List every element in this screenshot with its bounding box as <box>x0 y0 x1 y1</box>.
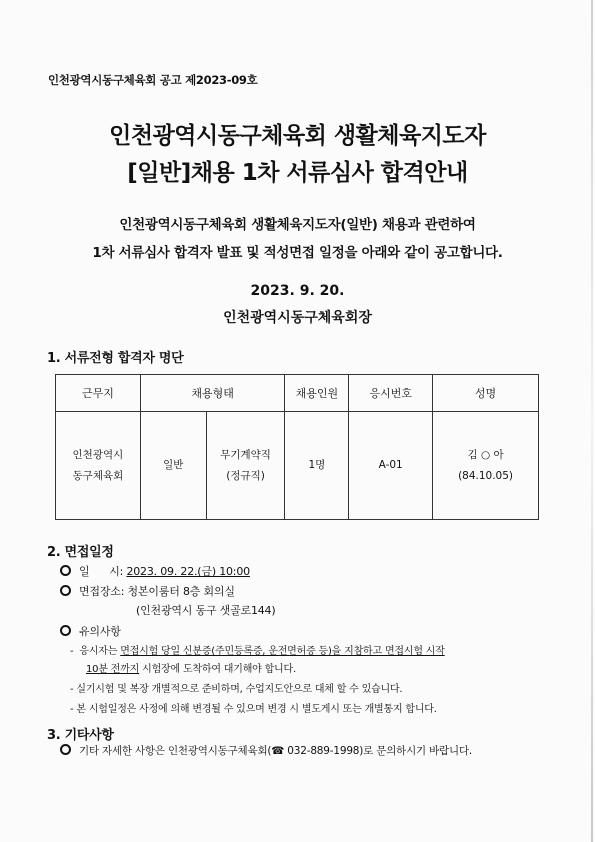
announcement-date: 2023. 9. 20. <box>250 283 345 299</box>
notes-row <box>60 623 121 639</box>
name-line-2: (84.10.05) <box>458 469 514 482</box>
cell-type-general: 일반 <box>140 412 206 520</box>
note-1b-rest: 시험장에 도착하여 대기해야 합니다. <box>139 664 296 675</box>
header-workplace: 근무지 <box>56 375 141 412</box>
note-1b-underlined: 10분 전까지 <box>86 664 140 675</box>
place-address: (인천광역시 동구 샛골로144) <box>136 604 276 617</box>
intro-line-1: 인천광역시동구체육회 생활체육지도자(일반) 채용과 관련하여 <box>119 217 476 233</box>
header-applicant-number: 응시번호 <box>349 375 433 412</box>
intro-line-2: 1차 서류심사 합격자 발표 및 적성면접 일정을 아래와 같이 공고합니다. <box>92 245 503 261</box>
contract-line-2: (정규직) <box>226 469 265 482</box>
contract-line-1: 무기계약직 <box>220 448 271 461</box>
place-value: 청본이룸터 8층 회의실 <box>127 585 235 598</box>
title-line-2: [일반]채용 1차 서류심사 합격안내 <box>127 160 468 186</box>
header-name: 성명 <box>433 375 539 412</box>
title-line-1: 인천광역시동구체육회 생활체육지도자 <box>109 123 486 149</box>
header-employment-type: 채용형태 <box>140 375 285 412</box>
contact-row <box>60 743 472 758</box>
table-header-row <box>56 375 539 412</box>
circle-bullet-icon <box>60 585 71 596</box>
table-row <box>56 412 539 520</box>
notes-label: 유의사항 <box>79 625 121 638</box>
workplace-line-1: 인천광역시 <box>72 448 124 461</box>
signer: 인천광역시동구체육회장 <box>223 310 372 326</box>
interview-date-row <box>60 563 250 579</box>
note-1-continued <box>86 660 296 675</box>
cell-workplace <box>56 412 141 520</box>
workplace-line-2: 동구체육회 <box>72 469 124 482</box>
section-1-heading: 1. 서류전형 합격자 명단 <box>47 351 184 366</box>
cell-applicant-number: A-01 <box>349 412 433 520</box>
date-label: 일 시: <box>79 565 124 578</box>
note-1 <box>70 642 445 657</box>
note-3: - 본 시험일정은 사정에 의해 변경될 수 있으며 변경 시 별도게시 또는 개별통지 합니다. <box>70 704 437 715</box>
circle-bullet-icon <box>60 744 71 755</box>
section-2-heading: 2. 면접일정 <box>47 545 114 560</box>
note-1-underlined: 면접시험 당일 신분증(주민등록증, 운전면허증 등)을 지참하고 면접시험 시작 <box>120 646 445 657</box>
section-3-heading: 3. 기타사항 <box>47 728 114 743</box>
date-value: 2023. 09. 22.(금) 10:00 <box>126 565 250 578</box>
circle-bullet-icon <box>60 625 71 636</box>
circle-bullet-icon <box>60 565 71 576</box>
note-2: - 실기시험 및 복장 개별적으로 준비하며, 수업지도안으로 대체 할 수 있습니다. <box>70 684 403 695</box>
interview-place-row <box>60 583 235 599</box>
contact-text: 기타 자세한 사항은 인천광역시동구체육회(☎ 032-889-1998)로 문의하시기 바랍니다. <box>79 745 473 757</box>
header-headcount: 채용인원 <box>285 375 349 412</box>
note-1-prefix: - 응시자는 <box>70 646 121 657</box>
place-label: 면접장소: <box>79 585 125 598</box>
cell-name <box>433 412 539 520</box>
notice-number: 인천광역시동구체육회 공고 제2023-09호 <box>48 73 258 87</box>
cell-type-contract <box>206 412 285 520</box>
result-table <box>55 374 539 520</box>
name-line-1: 김 ○ 아 <box>467 448 504 461</box>
cell-headcount: 1명 <box>285 412 349 520</box>
